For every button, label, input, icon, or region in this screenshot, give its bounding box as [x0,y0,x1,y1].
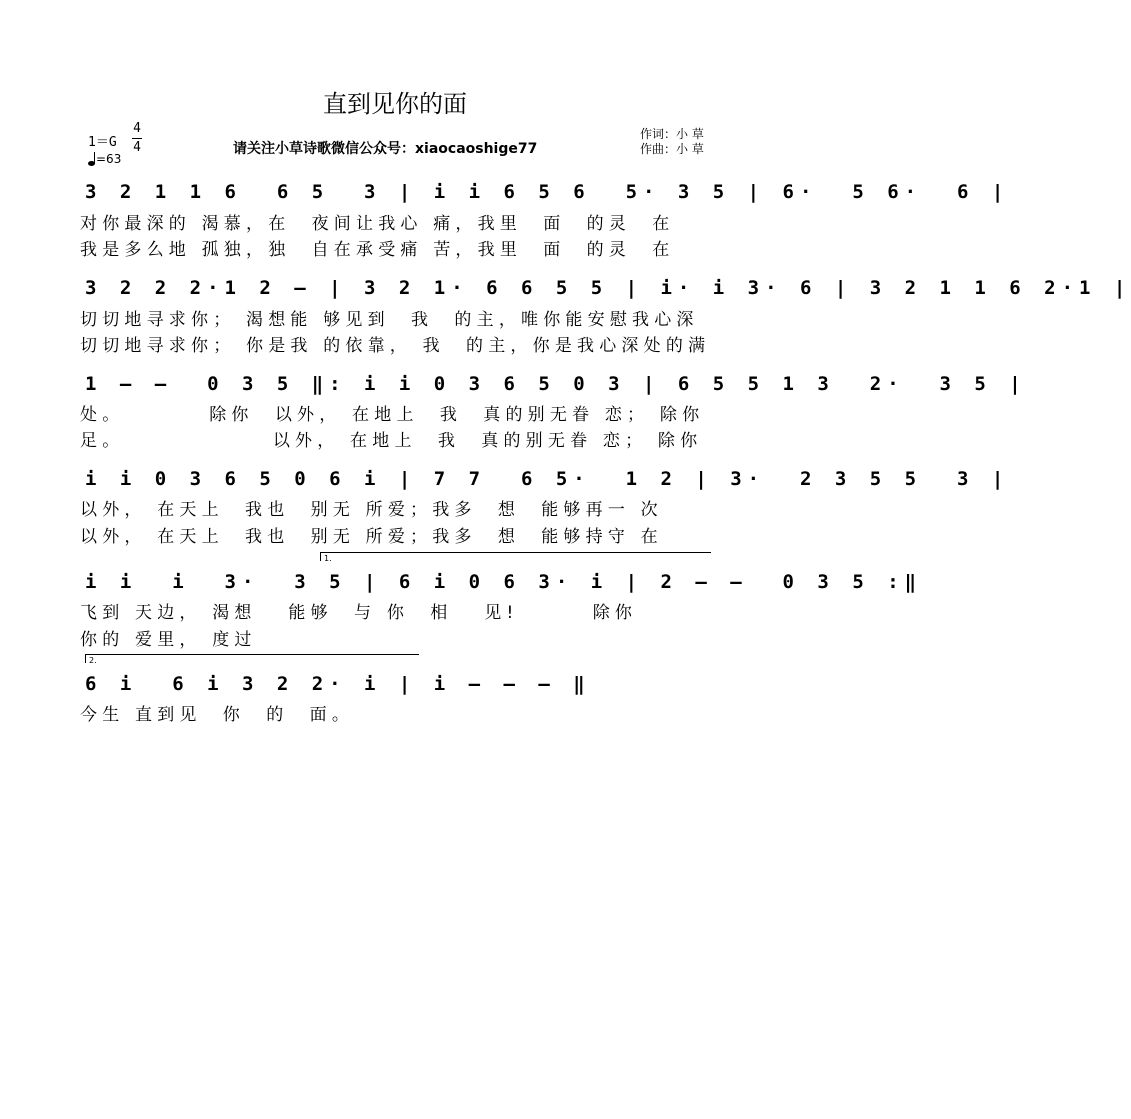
lyric-line: 你的 爱里， 度过 [80,630,257,650]
notes-line: 1 – – 0 3 5 ‖: i i 0 3 6 5 0 3 | 6 5 5 1 3 2· 3 5 | [85,373,1027,395]
lyric-line: 飞到 天边， 渴想 能够 与 你 相 见! 除你 [80,603,638,623]
credits [640,127,704,157]
lyric-line: 以外， 在天上 我也 别无 所爱；我多 想 能够再一 次 [80,500,663,520]
lyric-line: 切切地寻求你； 渴想能 够见到 我 的主，唯你能安慰我心深 [80,310,699,330]
lyricist: 作词：小 草 [640,127,704,141]
notes-line: 6 i 6 i 3 2 2· i | i – – – ‖ [85,673,591,695]
song-title: 直到见你的面 [323,90,467,118]
time-signature-top: 4 [133,121,141,136]
notation-row-4 [85,467,1010,497]
tempo-marking [88,152,121,166]
notation-row-3 [85,372,1027,402]
quarter-note-icon [88,152,96,166]
lyric-line: 以外， 在天上 我也 别无 所爱；我多 想 能够持守 在 [80,527,663,547]
lyric-line: 我是多么地 孤独，独 自在承受痛 苦，我里 面 的灵 在 [80,240,675,260]
lyric-line: 处。 除你 以外， 在地上 我 真的别无眷 恋； 除你 [80,405,705,425]
notes-line: i i i 3· 3 5 | 6 i 0 6 3· i | 2 – – 0 3 5 :‖ [85,571,923,593]
time-signature-bottom: 4 [133,140,141,155]
lyric-line: 切切地寻求你； 你是我 的依靠， 我 的主，你是我心深处的满 [80,336,711,356]
lyric-line: 今生 直到见 你 的 面。 [80,705,355,725]
lyric-line: 对你最深的 渴慕，在 夜间让我心 痛，我里 面 的灵 在 [80,214,675,234]
volta-bracket-2: 2. [85,654,419,663]
notation-row-6 [85,672,730,702]
notation-row-2 [85,276,1131,306]
tempo-value: =63 [96,152,122,166]
notation-row-1 [85,180,1010,210]
notes-line: i i 0 3 6 5 0 6 i | 7 7 6 5· 1 2 | 3· 2 3 5 5 3 | [85,468,1010,490]
composer: 作曲：小 草 [640,142,704,156]
time-signature [132,121,142,156]
wechat-notice: 请关注小草诗歌微信公众号：xiaocaoshige77 [233,141,538,157]
notation-row-5 [85,570,923,600]
notes-line: 3 2 1 1 6 6 5 3 | i i 6 5 6 5· 3 5 | 6· 5 6· 6 | [85,181,1010,203]
lyric-line: 足。 以外， 在地上 我 真的别无眷 恋； 除你 [80,431,703,451]
notes-line: 3 2 2 2·1 2 – | 3 2 1· 6 6 5 5 | i· i 3· 6 | 3 2 1 1 6 2·1 | [85,277,1131,299]
volta-bracket-1: 1. [320,552,711,561]
key-signature: 1＝G [88,135,117,150]
